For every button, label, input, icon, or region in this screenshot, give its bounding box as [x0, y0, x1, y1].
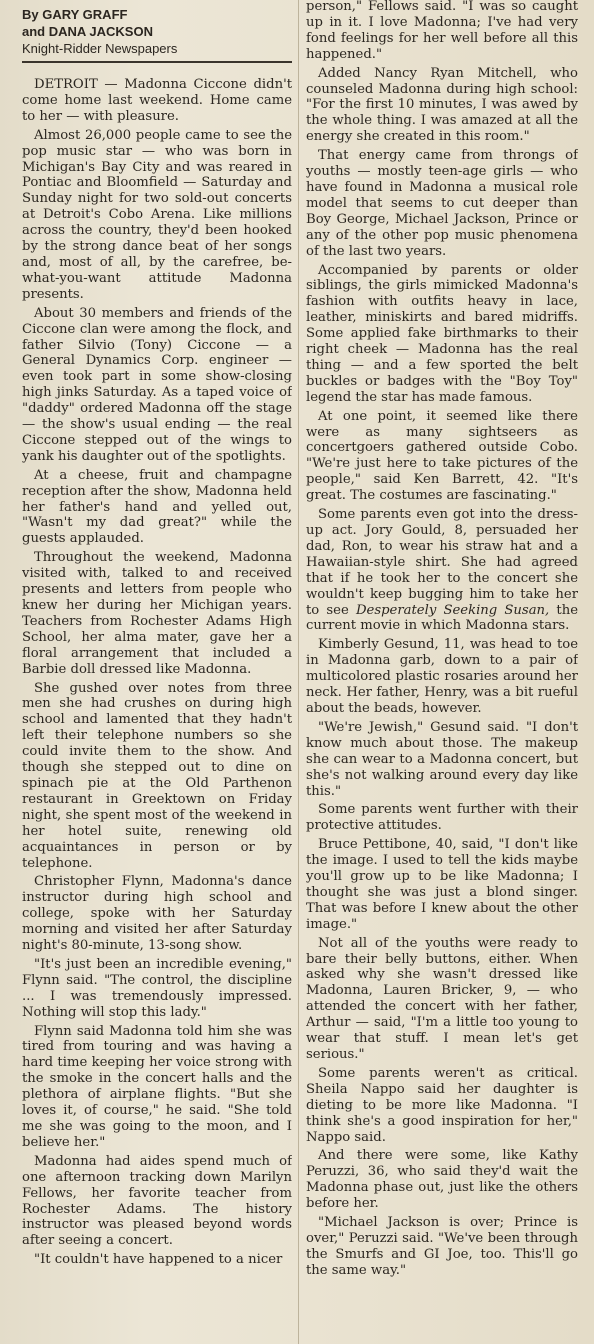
- article-paragraph: About 30 members and friends of the Ciccone clan were among the flock, and father Silvio (Tony) Ciccone — a General Dynamics Corp. engineer — even took part in some show-closing high jinks Saturday. As a taped voice of "daddy" ordered Madonna off the stage — the show's usual ending — the real Ciccone stepped out of the wings to yank his daughter out of the spotlights.: [22, 305, 292, 464]
- article-paragraph: At a cheese, fruit and champagne reception after the show, Madonna held her father's hand and yelled out, "Wasn't my dad great?" while the guests applauded.: [22, 467, 292, 547]
- byline-divider: [22, 61, 292, 63]
- article-paragraph: DETROIT — Madonna Ciccone didn't come home last weekend. Home came to her — with pleasure.: [22, 77, 292, 124]
- article-paragraph: And there were some, like Kathy Peruzzi, 36, who said they'd wait the Madonna phase out, just like the others before her.: [306, 1148, 578, 1212]
- article-paragraph: Some parents went further with their protective attitudes.: [306, 802, 578, 834]
- article-paragraph: That energy came from throngs of youths — mostly teen-age girls — who have found in Madonna a musical role model that seems to cut deeper than Boy George, Michael Jackson, Prince or any of the other pop music phenomena of the last two years.: [306, 148, 578, 259]
- left-column-body: [22, 77, 292, 1268]
- byline-author-1: By GARY GRAFF: [22, 7, 128, 22]
- article-paragraph: Christopher Flynn, Madonna's dance instructor during high school and college, spoke with her Saturday morning and visited her after Saturday night's 80-minute, 13-song show.: [22, 874, 292, 954]
- article-paragraph: Bruce Pettibone, 40, said, "I don't like the image. I used to tell the kids maybe you'll grow up to be like Madonna; I thought she was just a blond singer. That was before I knew about the other image.": [306, 837, 578, 932]
- article-paragraph: Flynn said Madonna told him she was tired from touring and was having a hard time keeping her voice strong with the smoke in the concert halls and the plethora of airplane flights. "But she loves it, of course," he said. "She told me she was going to the moon, and I believe her.": [22, 1023, 292, 1150]
- article-paragraph: Madonna had aides spend much of one afternoon tracking down Marilyn Fellows, her favorite teacher from Rochester Adams. The history instructor was pleased beyond words after seeing a concert.: [22, 1153, 292, 1249]
- continued-paragraph: person," Fellows said. "I was so caught up in it. I love Madonna; I've had very fond feelings for her well before all this happened.": [306, 0, 578, 62]
- left-column: [22, 6, 292, 1268]
- byline: [22, 6, 292, 63]
- article-paragraph: She gushed over notes from three men she had crushes on during high school and lamented that they hadn't left their telephone numbers so she could invite them to the show. And though she stepped out to dine on spinach pie at the Old Parthenon restaurant in Greektown on Friday night, she spent most of the weekend in her hotel suite, renewing old acquaintances in person or by telephone.: [22, 680, 292, 871]
- article-paragraph: [306, 507, 578, 634]
- article-paragraph: "We're Jewish," Gesund said. "I don't know much about those. The makeup she can wear to a Madonna concert, but she's not walking around every day like this.": [306, 719, 578, 799]
- article-paragraph: Not all of the youths were ready to bare their belly buttons, either. When asked why she wasn't dressed like Madonna, Lauren Bricker, 9, — who attended the concert with her father, Arthur — said, "I'm a little too young to wear that stuff. I mean let's get serious.": [306, 935, 578, 1062]
- article-paragraph: Almost 26,000 people came to see the pop music star — who was born in Michigan's Bay City and was reared in Pontiac and Bloomfield — Saturday and Sunday night for two sold-out concerts at Detroit's Cobo Arena. Like millions across the country, they'd been hooked by the strong dance beat of her songs and, most of all, by the carefree, be-what-you-want attitude Madonna presents.: [22, 127, 292, 302]
- paragraph-text: Some parents even got into the dress-up act. Jory Gould, 8, persuaded her dad, Ron, to wear his straw hat and a Hawaiian-style shirt. She had agreed that if he took her to the concert she wouldn't keep bugging him to take her to see: [306, 507, 578, 618]
- paragraph-text: the current movie in which Madonna stars.: [306, 602, 578, 634]
- right-column-body-pre: [306, 66, 578, 504]
- article-paragraph: Accompanied by parents or older siblings, the girls mimicked Madonna's fashion with outfits heavy in lace, leather, miniskirts and bared midriffs. Some applied fake birthmarks to their right cheek — Madonna has the real thing — and a few sported the belt buckles or badges with the "Boy Toy" legend the star has made famous.: [306, 262, 578, 405]
- article-paragraph: "It's just been an incredible evening," Flynn said. "The control, the discipline ... I was tremendously impressed. Nothing will stop this lady.": [22, 956, 292, 1020]
- article-paragraph: Some parents weren't as critical. Sheila Nappo said her daughter is dieting to be more like Madonna. "I think she's a good inspiration for her," Nappo said.: [306, 1065, 578, 1145]
- article-paragraph: At one point, it seemed like there were as many sightseers as concertgoers gathered outside Cobo. "We're just here to take pictures of the people," said Ken Barrett, 42. "It's great. The costumes are fascinating.": [306, 408, 578, 504]
- article-paragraph: Throughout the weekend, Madonna visited with, talked to and received presents and letters from people who knew her during her Michigan years. Teachers from Rochester Adams High School, her alma mater, gave her a floral arrangement that included a Barbie doll dressed like Madonna.: [22, 550, 292, 677]
- column-rule: [298, 0, 299, 1344]
- byline-author-2: and DANA JACKSON: [22, 24, 153, 39]
- byline-organization: Knight-Ridder Newspapers: [22, 41, 178, 56]
- right-column: [306, 0, 578, 1279]
- article-paragraph: "Michael Jackson is over; Prince is over," Peruzzi said. "We've been through the Smurfs and GI Joe, too. This'll go the same way.": [306, 1215, 578, 1278]
- article-paragraph: Kimberly Gesund, 11, was head to toe in Madonna garb, down to a pair of multicolored plastic rosaries around her neck. Her father, Henry, was a bit rueful about the beads, however.: [306, 637, 578, 716]
- movie-title: Desperately Seeking Susan,: [355, 602, 550, 618]
- article-paragraph: "It couldn't have happened to a nicer: [34, 1252, 283, 1268]
- right-column-body-post: [306, 637, 578, 1278]
- article-paragraph: Added Nancy Ryan Mitchell, who counseled Madonna during high school: "For the first 10 minutes, I was awed by the whole thing. I was amazed at all the energy she created in this room.": [306, 65, 578, 145]
